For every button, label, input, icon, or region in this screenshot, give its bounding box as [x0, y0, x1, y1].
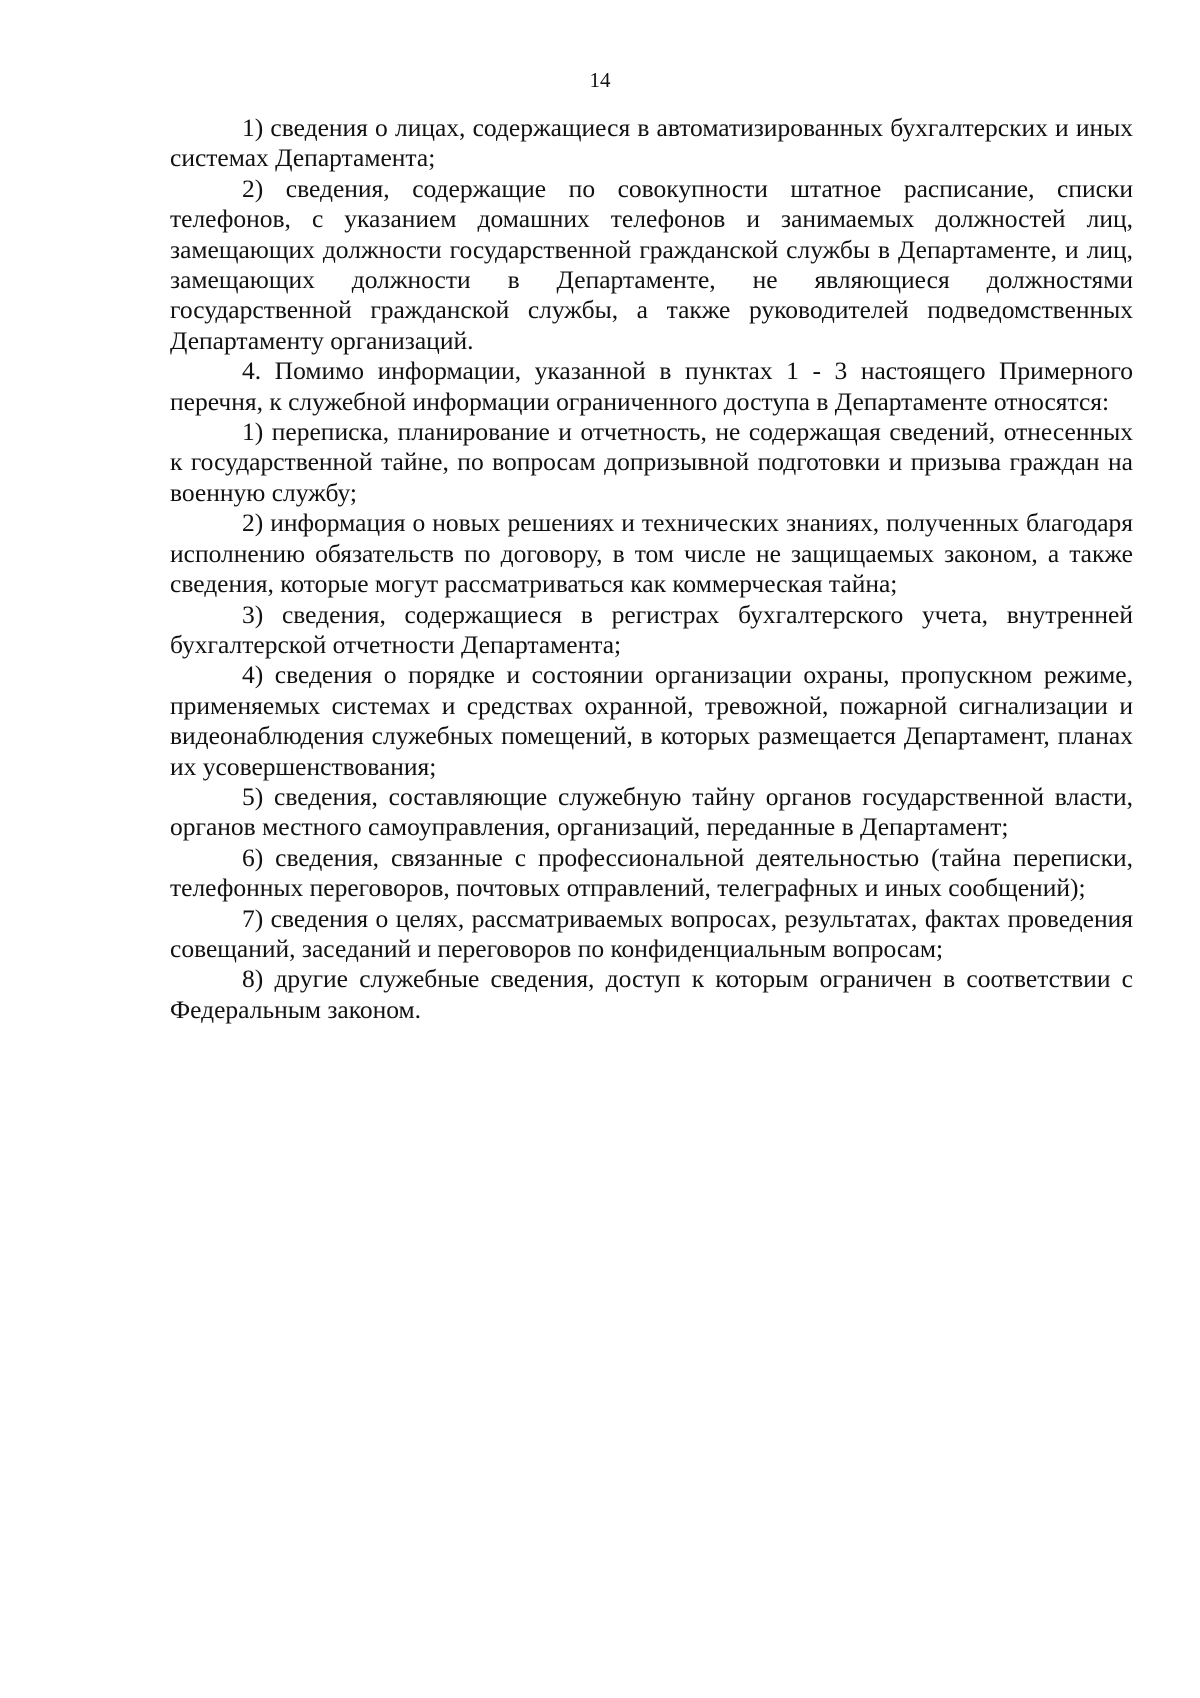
paragraph-section-4-item-4: 4) сведения о порядке и состоянии организации охраны, пропускном режиме, применяемых системах и средствах охранной, тревожной, пожарной сигнализации и видеонаблюдения служебных помещений, в которых размещается Департамент, планах их усовершенствования;: [170, 660, 1133, 781]
paragraph-section-4-item-5: 5) сведения, составляющие служебную тайну органов государственной власти, органов местного самоуправления, организаций, переданные в Департамент;: [170, 781, 1133, 842]
paragraph-section-4-item-6: 6) сведения, связанные с профессиональной деятельностью (тайна переписки, телефонных переговоров, почтовых отправлений, телеграфных и иных сообщений);: [170, 842, 1133, 903]
paragraph-section-4-item-3: 3) сведения, содержащиеся в регистрах бухгалтерского учета, внутренней бухгалтерской отчетности Департамента;: [170, 599, 1133, 659]
paragraph-section-4-item-7: 7) сведения о целях, рассматриваемых вопросах, результатах, фактах проведения совещаний, заседаний и переговоров по конфиденциальным вопросам;: [170, 903, 1133, 963]
paragraph-item-2-staff-schedule: 2) сведения, содержащие по совокупности штатное расписание, списки телефонов, с указанием домашних телефонов и занимаемых должностей лиц, замещающих должности государственной гражданской службы в Департаменте, и лиц, замещающих должности в Департаменте, не являющиеся должностями государственной гражданской службы, а также руководителей подведомственных Департаменту организаций.: [170, 173, 1133, 355]
page-number: 14: [589, 68, 611, 92]
paragraph-section-4-item-1: 1) переписка, планирование и отчетность, не содержащая сведений, отнесенных к государственной тайне, по вопросам допризывной подготовки и призыва граждан на военную службу;: [170, 417, 1133, 507]
paragraph-section-4-item-2: 2) информация о новых решениях и технических знаниях, полученных благодаря исполнению обязательств по договору, в том числе не защищаемых законом, а также сведения, которые могут рассматриваться как коммерческая тайна;: [170, 508, 1133, 599]
document-body: [170, 113, 1133, 1025]
paragraph-section-4-intro: 4. Помимо информации, указанной в пунктах 1 - 3 настоящего Примерного перечня, к служебной информации ограниченного доступа в Департаменте относятся:: [170, 356, 1133, 416]
paragraph-item-1-accounting-systems: 1) сведения о лицах, содержащиеся в автоматизированных бухгалтерских и иных системах Департамента;: [170, 113, 1133, 173]
paragraph-section-4-item-8: 8) другие служебные сведения, доступ к которым ограничен в соответствии с Федеральным законом.: [170, 964, 1133, 1024]
